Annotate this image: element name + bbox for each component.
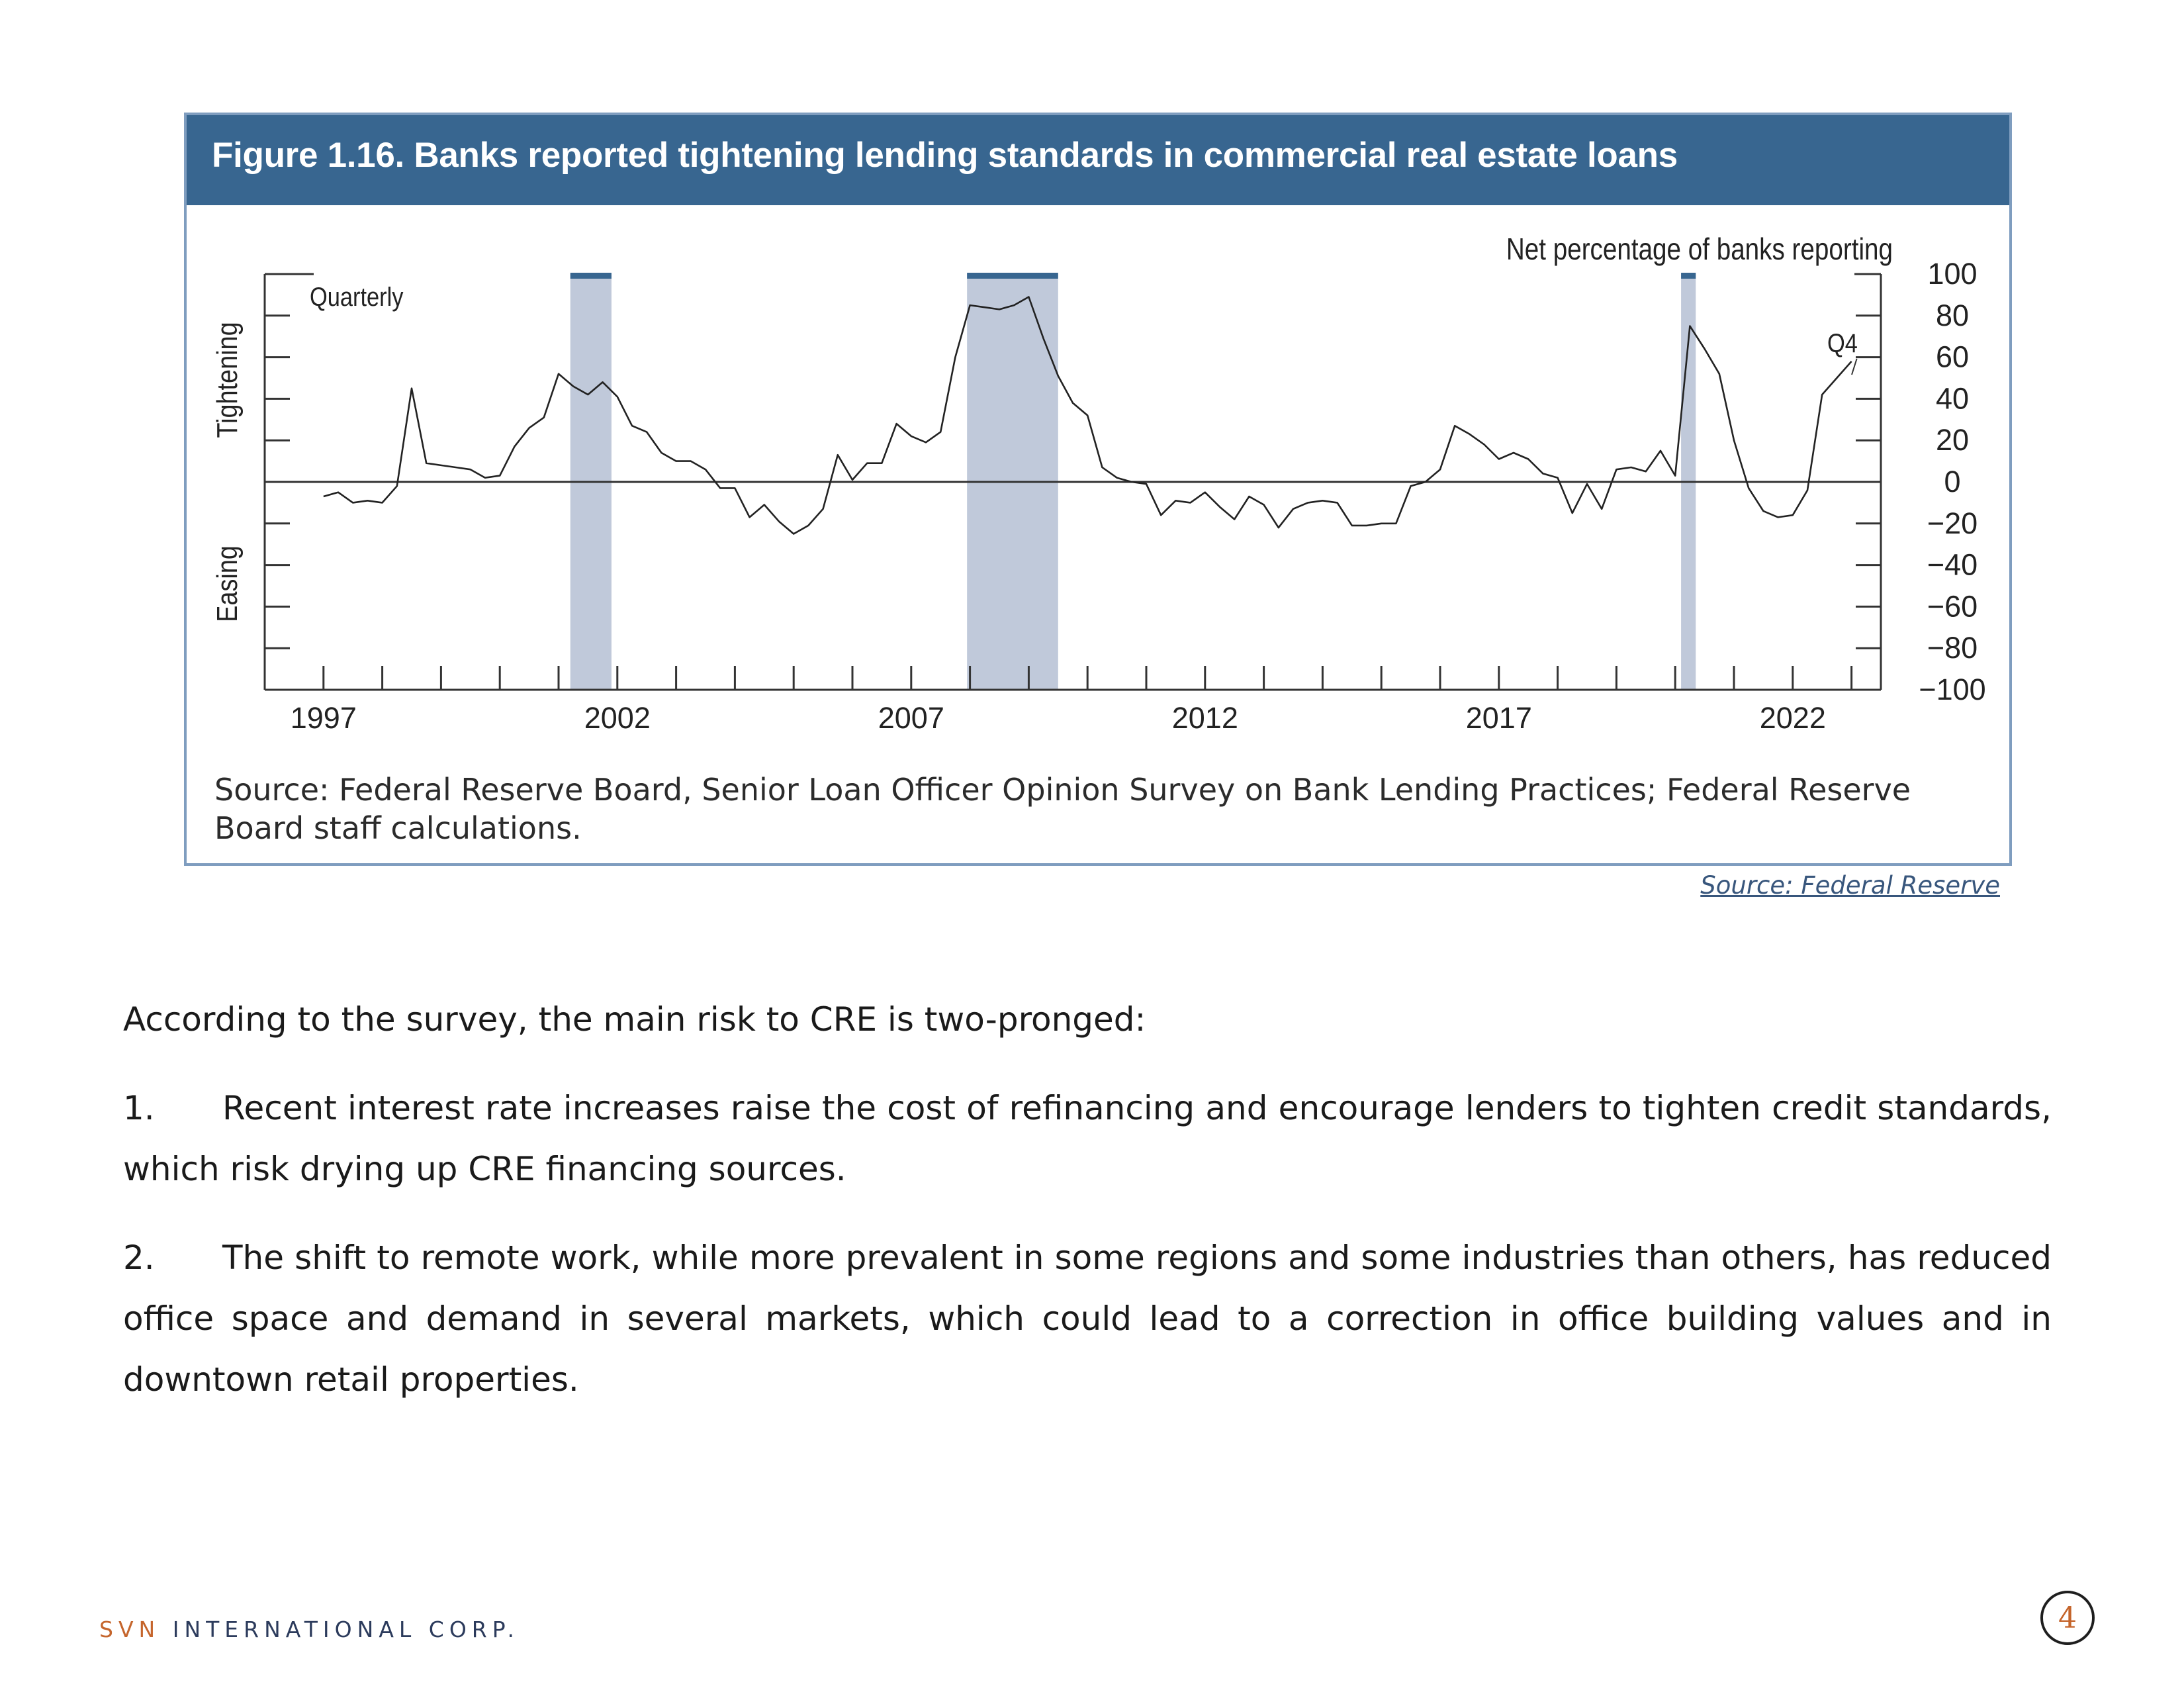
unit-label: Net percentage of banks reporting	[1506, 232, 1893, 266]
y-tick-label: −100	[1919, 673, 1986, 706]
list-item	[123, 1078, 2052, 1199]
figure-source-note: Source: Federal Reserve Board, Senior Loan Officer Opinion Survey on Bank Lending Practices; Federal Reserve Board staff calculations.	[214, 772, 1911, 846]
footer-brand	[99, 1617, 520, 1642]
y-tick-label: 20	[1935, 423, 1970, 457]
recession-marker	[1681, 273, 1696, 279]
intro-paragraph: According to the survey, the main risk to CRE is two-pronged:	[123, 1000, 1146, 1039]
list-item-number: 2.	[123, 1239, 155, 1277]
recession-marker	[967, 273, 1058, 279]
y-tick-label: −20	[1927, 506, 1978, 540]
x-tick-label: 2022	[1759, 701, 1826, 735]
series-line	[324, 297, 1852, 534]
y-tick-label: 40	[1935, 381, 1970, 416]
brand-name: INTERNATIONAL CORP.	[172, 1617, 520, 1642]
page-number-badge	[2040, 1591, 2095, 1645]
last-point-label: Q4	[1827, 328, 1858, 358]
page-number: 4	[2058, 1601, 2077, 1635]
brand-svn: SVN	[99, 1617, 161, 1642]
list-item-number: 1.	[123, 1089, 155, 1127]
frequency-label: Quarterly	[310, 281, 404, 312]
y-tick-label: 60	[1935, 340, 1970, 374]
x-tick-label: 2017	[1465, 701, 1532, 735]
x-tick-label: 1997	[290, 701, 357, 735]
x-tick-label: 2007	[878, 701, 944, 735]
y-tick-label: −60	[1927, 589, 1978, 624]
list-item-text: Recent interest rate increases raise the cost of refinancing and encourage lenders to tighten credit standards, which risk drying up CRE financing sources.	[123, 1089, 2052, 1188]
y-label-tightening: Tightening	[210, 322, 244, 438]
figure-title: Figure 1.16. Banks reported tightening lending standards in commercial real estate loans	[212, 136, 1678, 175]
y-tick-label: 100	[1927, 257, 1978, 291]
y-tick-label: −80	[1927, 631, 1978, 665]
x-tick-label: 2002	[584, 701, 651, 735]
y-tick-label: 0	[1944, 465, 1961, 498]
y-label-easing: Easing	[210, 545, 244, 622]
last-point-leader	[1852, 359, 1857, 375]
x-tick-label: 2012	[1171, 701, 1238, 735]
source-link[interactable]: Source: Federal Reserve	[1700, 871, 2000, 900]
y-tick-label: 80	[1935, 298, 1970, 332]
recession-marker	[570, 273, 612, 279]
line-chart	[187, 115, 2009, 764]
y-tick-label: −40	[1927, 547, 1978, 582]
figure-box	[184, 113, 2012, 866]
list-item-text: The shift to remote work, while more prevalent in some regions and some industries than others, has reduced office space and demand in several markets, which could lead to a correction in office building values and in downtown retail properties.	[123, 1239, 2052, 1399]
list-item	[123, 1227, 2052, 1410]
